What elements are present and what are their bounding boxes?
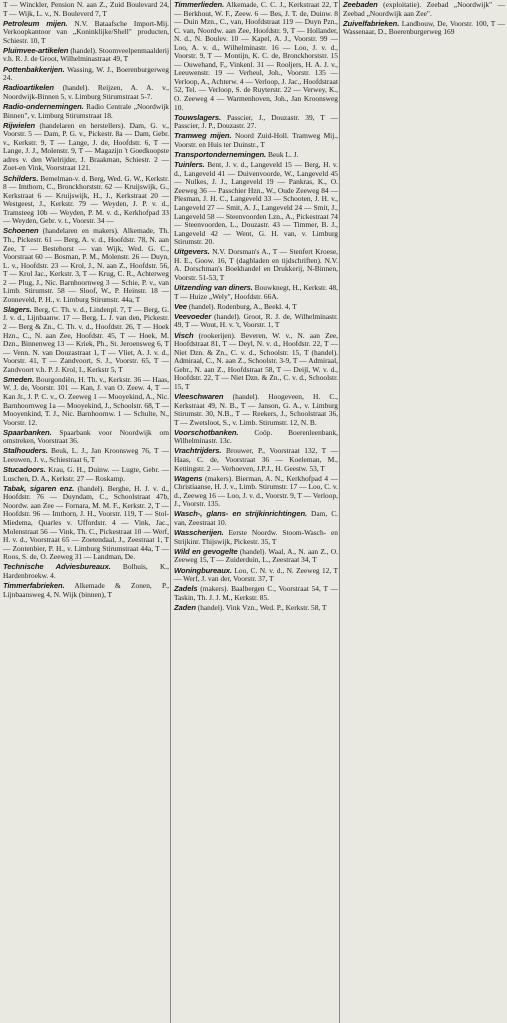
entry-text: Bemelman-v. d. Berg, Wed. G. W., Kerkstr. 8 — Imthorn, C., Bronckhorststr. 62 — Kruijswijk, G., Kerkstraat 6 — Kruijswijk, H., J., Kerkstraat 20 — Westgeest, J., Kerkstr. 79 — Weyden, J. P. v. d., Tramsteeg 10b — Weyden, P. M. v. d., Kerkhofpad 33 — Weyden, Gebr. v. t., Voorstr. 34 — [3,173,169,226]
directory-entry [3,20,169,46]
entry-heading: Slagers. [3,304,32,314]
directory-entry [3,66,169,83]
entry-heading: Tabak, sigaren enz. [3,483,75,493]
directory-entry [174,114,338,131]
entry-heading: Transportondernemingen. [174,150,267,160]
entry-heading: Radioartikelen [3,83,54,93]
directory-entry [174,529,338,546]
entry-heading: Petroleum mijen. [3,18,68,28]
entry-text: Berg, C. Th. v. d., Lindenpl. 7, T — Berg, G. J. v. d., Lijnbaanw. 17 — Berg, L. J. van den, Pickestr. 2 — Berg & Zn., C. Th. v. d., Hoofdstr. 26, T — Hoek Hzn., C., N. aan Zee, Hoofdstr. 45, T — Hoek, M. Dzn., Binnenweg 13 — Kriek, Ph., St. Jeroensweg 6, T — Venn. N. van Douzastraat 1, T — Vliet, A. J. v. d., Voorstr. 41, T — Zandvoort, S. J., Voorstr. 65, T — Zandvoort v.h. P. J. Krol, I., Kerkstr 5, T [3,304,169,374]
entry-heading: Wasscherijen. [174,528,224,538]
directory-entry [174,604,338,613]
entry-text: (handel). Vink Vzn., Wed. P., Kerkstr. 58, T [197,602,327,612]
entry-heading: Vee [174,301,187,311]
entry-text: Bourgondiën, H. Th. v., Kerkstr. 36 — Haas, W. J. de, Voorstr. 101 — Kan, J. van O. Zeew. 4, T — Kan Jr., J. P. C. v., O. Zeeweg 1 — Mooyekind, A., Nic. Barnhoornweg 1a — Mooyekind, J., Schoolstr. 68, T — Mooyenkind, T. J., Nic. Barnhoornw. 1 — Schulte, N., Voorstr. 12. [3,374,169,427]
directory-entry [343,20,505,37]
entry-text: (makers). Bierman, A. N., Kerkhofpad 4 — Christiaanse, H. J. v., Limb. Stirumstr. 17 — Loo, C. v. d., Zeeweg 16 — Loo, J. v. d., Voorstr. 9, T — Verloop, J., Voorstr. 135. [174,473,338,509]
entry-text: (handel). Reijzen, A. A. v., Noordwijk-Binnen 5, v. Limburg Stirumstraat 5-7. [3,83,169,101]
entry-heading: Voorschotbanken. [174,427,239,437]
entry-heading: Radio-ondernemingen. [3,101,84,111]
directory-entry [174,475,338,509]
directory-entry [3,563,169,580]
entry-heading: Tramweg mijen. [174,131,232,141]
directory-entry [3,447,169,464]
directory-entry [3,227,169,304]
entry-heading: Rijwielen [3,120,36,130]
entry-heading: Pluimvee-artikelen [3,45,69,55]
directory-entry [174,248,338,282]
entry-text: (handel). Groot, R. J. de, Wilhelminastr. 49, T — Wout, H. v. 't, Voorstr. 1, T [174,311,338,330]
directory-entry [174,510,338,527]
entry-heading: Timmerfabrieken. [3,581,65,591]
directory-entry [3,84,169,101]
entry-text: Eerste Noordw. Stoom-Wasch- en Strijkinr. Thijswijk, Pickestr. 35, T [174,528,338,546]
entry-heading: Tuinlers. [174,160,205,170]
entry-heading: Zaden [174,602,196,612]
entry-heading: Technische Adviesbureaux. [3,562,111,572]
entry-text: Noord Zuid-Holl. Tramweg Mij., Voorstr. en Huis ter Duinstr., T [174,131,338,149]
directory-entry [174,393,338,427]
entry-heading: Pottenbakkerijen. [3,64,65,74]
entry-text: (handel). Hoogeveen, H. C., Kerkstraat 49, N. B., T — Janson, G. A., v. Limburg Stirumstr. 30, N.B., T — Reekers, J., Schoolstraat 36, T — Zwetsloot, S., v. Limb. Stirumstr. 12, N. B. [174,392,338,427]
entry-text: (handel). Berghe, H. J. v. d., Hoofdstr. 76 — Duyndam, C., Schoolstraat 47b, Noordw. aan Zee — Fornara, M. M. F., Kerkstr. 2, T — Hoofdstr. 96 — Imthorn, J. H., Voorstr. 119, T — Stol-Miedema, Quarles v. Uffordstr. 4 — Vink, Jac., Molenstraat 56 — Vink, Th. C., Pickestraat 10 — Werf, H. v. d., Voorstraat 65 — Zoetendaal, J., Zeestraat 1, T — Zontenbier, P. H., v. Limburg Stirumstraat 44a, T — Roos, S. de, O. Zeeweg 31 — Landman, De. [3,483,169,562]
directory-entry [3,1,169,18]
entry-text: (handel). Waal, A., N. aan Z., O. Zeeweg 15, T — Zuiderduin, L., Zeestraat 34, T [174,546,338,565]
entry-heading: Wasch-, glans- en strijkinrichtingen. [174,509,307,519]
entry-text: (makers). Baalbergen C., Voorstraat 54, T — Taskin, Th. J. J. M., Kerkstr. 85. [174,584,338,602]
entry-text: T — Winckler, Pension N. aan Z., Zuid Boulevard 24, T — Wijk, L. v., N. Bouleverd 7, T [3,0,169,18]
entry-text: Krau, G. H., Duinw. — Lugte, Gebr. — Luschen, D. A., Kerkstr. 27 — Roskamp. [3,465,169,483]
directory-entry [3,485,169,562]
entry-text: (exploitatie). Zeebad „Noordwijk" — Zeebad „Noordwijk aan Zee". [343,0,505,18]
entry-heading: Zadels [174,584,198,594]
entry-text: Bouwknegt, H., Kerkstr. 48, T — Huize „Wely", Hoofdstr. 66A. [174,283,339,301]
directory-entry [3,103,169,120]
entry-text: Bent, J. v. d., Langeveld 15 — Berg, H. v. d., Langeveld 41 — Duivenvoorde, W., Langeveld 45 — Nulkes, J. J., Langeveld 19 — Pankras, K., O. Zeeweg 36 — Passchier Hzn., W., Oude Zeeweg 84 — Plesman, J. H. C., Langeveld 33 — Schooten, J. H. v., Langeveld 27 — Smit, A. J., Langeveld 24 — Smit, J., Langeveld 58 — Steenvoorden Lzn., A., Pickestraat 74 — Steenvoorden, L., Douzastr. 43 — Timmer, B. J., Langeveld 42 — Went, G. H. van, v. Limburg Stirumstr. 20. [174,160,338,247]
directory-entry [3,306,169,374]
directory-entry [174,132,338,149]
directory-entry [174,567,338,584]
entry-heading: Veevoeder [174,311,212,321]
entry-text: Beuk L. J. [267,150,299,160]
entry-heading: Spaarbanken. [3,427,52,437]
entry-heading: Vleeschwaren [174,392,224,401]
entry-text: Bolhuis, K., Hardenbroekw. 4. [3,562,169,580]
column-1 [0,0,171,1023]
entry-text: N.V. Bataafsche Import-Mij. Verkoopkantoor van „Koninklijke/Shell" producten, Schiestr. 10, T [3,18,169,45]
directory-entry [174,332,338,392]
entry-heading: Zuivelfabrieken. [343,18,400,28]
column-3 [340,0,507,1023]
entry-text: Landbouw, De, Voorstr. 100, T — Wassenaar, D., Boerenburgerweg 169 [343,18,505,37]
entry-text: Loo, C. N. v. d., N. Zeeweg 12, T — Werf, J. van der, Voorstr. 37, T [174,565,338,584]
directory-entry [174,1,338,112]
entry-heading: Touwslagers. [174,112,222,122]
entry-heading: Wagens [174,473,203,483]
entry-text: (handelaren en makers). Alkemade, Th. Th., Pickestr. 61 — Berg, A. v. d., Hoofdstr. 78, N. aan Zee, T — Bestehorst — van Wijk, Wed. G. C., Voorstraat 60 — Bosman, P. M., Molenstr. 26 — Duyn, L. v., Hoofdstr. 23 — Krol, J., N. aan Z., Hoofdstr. 56, T — Krol Jac., Kerkstr. 3, T — Krug, C. R., Achterweg 2 — Plug, J., Nic. Barnhoornweg 3 — Schie, P. v., van Limb. Stirumstr. 58 — Sloof, W., P. Heinstr. 18 — Zonneveld, P. H., v. Limburg Stirumstr. 44a, T [3,226,169,304]
entry-heading: Uitgevers. [174,247,210,257]
entry-heading: Vrachtrijders. [174,446,222,456]
entry-text: Radio Centrale „Noordwijk Binnen", v. Limburg Stirumstraat 18. [3,101,169,120]
directory-entry [174,447,338,473]
entry-text: Wassing, W. J., Boerenburgerweg 24. [3,64,169,83]
entry-heading: Timmerlieden. [174,0,225,9]
entry-text: Alkemade, C. C. J., Kerkstraat 22, T — Berkhout, W. F., Zeew. 6 — Bes, J. T. de, Duinw. 8 — Duin Mzn., C., van, Hoofdstraat 119 — Duyn Pzn., C. van, Noordw. aan Zee, Hoofdstr. 9, T — Hollander, N. d., N. Boulev. 10 — Kapel, A. J., Voorstr. 99 — Loo, A. v. d., Wilhelminastr. 16 — Loo, J. v. d., Voorstr. 9, T — Montijn, K. C. de, Bronckhorststr. 15 — Ouwehand, F., Vinkenl. 31 — Rooljers, H. A. J. v., Leeuwenstr. 19 — Verheul, Joh., Voorstr. 135 — Verloop, A., Achterw. 4 — Verloop, J. Jac., Hoofdstraat 52, Tel. — Verloop, S. de Ruyterstr. 22 — Verwey, K., O. Zeeweg 4 — Warmenhoven, Joh., Jan Kroonsweg 10. [174,0,338,112]
directory-entry [3,466,169,483]
entry-text: N.V. Dorsman's A., T — Stenfert Kroese, H. E., Goow. 16, T (dagbladen en tijdschriften). N.V. A. Dorschman's Boekhandel en Drukkerij, N-Binnen, Voorstr. 51-53, T [174,247,338,282]
entry-text: Passcier, J., Douzastr. 39, T — Passcier, J. P., Douzastr. 27. [174,112,338,131]
entry-text: Dam, C. van, Zeestraat 10. [174,509,338,528]
directory-entry [3,376,169,427]
directory-entry [3,122,169,173]
entry-heading: Zeebaden [343,0,378,9]
directory-entry [174,585,338,602]
entry-heading: Wild en gevogelte [174,546,238,556]
entry-heading: Schilders. [3,173,39,183]
directory-entry [174,161,338,246]
directory-entry [174,548,338,565]
entry-heading: Woningbureaux. [174,565,232,575]
entry-heading: Schoenen [3,226,39,236]
entry-text: (rookerijen). Beveren, W. v., N. aan Zee, Hoofdstraat 81, T — Deyl, N. v. d., Hoofdstr. 22, T — Niet Dzn. & Zn., C. v. d., Schoolstr. 15, T (handel). Admiraal, C., N. aan Z., Schoolstr. 3-9, T — Admiraal, Gebr., N. aan Z., Hoofdstraat 58, T — Deijl, W. v. d., Hoofdstr. 22, T — Niet Dzn. & Zn., C. v. d., Schoolstr. 15, T [174,330,338,391]
directory-entry [343,1,505,18]
entry-heading: Uitzending van diners. [174,283,253,293]
directory-entry [3,47,169,64]
entry-text: Brouwer, P., Voorstraat 132, T — Haas, C. de, Voorstraat 36 — Koeleman, M., Kettingstr. 2 — Verhoeven, J.P.J., H. Geestw. 53, T [174,446,338,473]
entry-heading: Visch [174,330,194,340]
entry-heading: Stucadoors. [3,465,46,475]
entry-text: Alkemade & Zonen, P., Lijnbaansweg 4, N. Wijk (binnen), T [3,581,169,599]
directory-entry [3,429,169,446]
column-2 [171,0,340,1023]
directory-entry [174,303,338,312]
directory-entry [3,175,169,226]
directory-entry [174,429,338,446]
entry-text: (handel). Stoomveelpenmaalderij v.h. R. J. de Groot, Wilhelminastraat 49, T [3,45,169,64]
entry-text: (handel). Rodenburg, A., Beekl. 4, T [188,301,297,311]
directory-entry [174,151,338,160]
entry-text: (handelaren en herstellers). Dam, G. v., Voorstr. 5 — Dam, P. G. v., Pickestr. 8a — Dam, Gebr. v., Kerkstr. 9, T — Lange, J. de, Hoofdstr. 6, T — Lange, J. J., Molenstr. 9, T — Magazijn 't Goedkoopste adres v. den Wielrijder, J. Braakman, Schiestr. 2 — Zoet-en Vink, Voorstraat 121. [3,120,169,173]
entry-heading: Smeden. [3,374,34,384]
entry-heading: Stalhouders. [3,446,48,456]
directory-entry [174,313,338,330]
entry-text: Spaarbank voor Noordwijk om omstreken, Voorstraat 36. [3,427,169,446]
directory-entry [174,284,338,301]
entry-text: Beuk, L. J., Jan Kroonsweg 76, T — Leeuwen, J. v., Schiestraat 6, T [3,446,169,465]
directory-entry [3,582,169,599]
entry-text: Coöp. Boerenleenbank, Wilhelminastr. 13c. [174,427,338,446]
